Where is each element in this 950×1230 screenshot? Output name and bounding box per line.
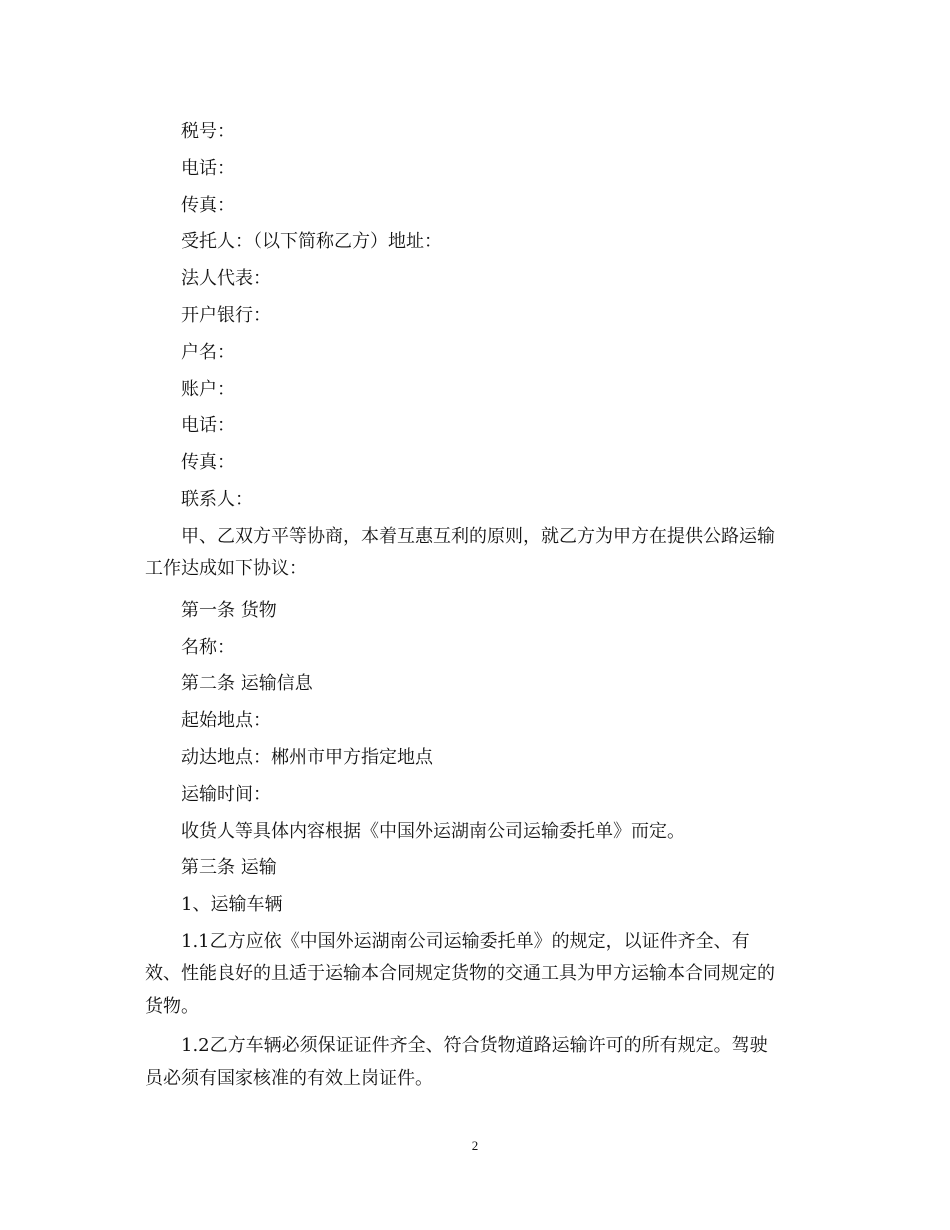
clause-1-1-line-2: 效、性能良好的且适于运输本合同规定货物的交通工具为甲方运输本合同规定的 (145, 963, 775, 985)
clause-1-1-line-3: 货物。 (145, 995, 199, 1017)
field-goods-name: 名称： (181, 636, 235, 658)
subsection-vehicles: 1、运输车辆 (181, 894, 283, 916)
clause-1-2 (145, 1030, 815, 1095)
clause-1-1 (145, 926, 815, 1024)
field-legal-representative: 法人代表： (181, 268, 271, 290)
article-3-heading: 第三条 运输 (181, 857, 277, 879)
field-account: 账户： (181, 378, 235, 400)
field-transport-time: 运输时间： (181, 783, 271, 805)
consignee-note: 收货人等具体内容根据《中国外运湖南公司运输委托单》而定。 (181, 820, 685, 842)
article-1-heading: 第一条 货物 (181, 599, 277, 621)
field-fax-2: 传真： (181, 452, 235, 474)
intro-line-2: 工作达成如下协议： (145, 558, 307, 580)
page-number: 2 (471, 1138, 479, 1153)
field-account-name: 户名： (181, 341, 235, 363)
field-tax-number: 税号： (181, 121, 235, 142)
field-phone: 电话： (181, 157, 235, 179)
document-body (145, 114, 815, 1102)
clause-1-2-line-1: 1.2乙方车辆必须保证证件齐全、符合货物道路运输许可的所有规定。驾驶 (181, 1035, 768, 1057)
field-destination: 动达地点：郴州市甲方指定地点 (181, 746, 433, 768)
clause-1-1-line-1: 1.1乙方应依《中国外运湖南公司运输委托单》的规定，以证件齐全、有 (181, 930, 750, 952)
field-bank: 开户银行： (181, 304, 271, 326)
field-phone-2: 电话： (181, 415, 235, 437)
article-2-heading: 第二条 运输信息 (181, 673, 313, 695)
field-fax: 传真： (181, 194, 235, 216)
intro-line-1: 甲、乙双方平等协商，本着互惠互利的原则，就乙方为甲方在提供公路运输 (181, 525, 775, 547)
field-trustee-address: 受托人：（以下简称乙方）地址： (181, 231, 442, 253)
intro-paragraph (145, 521, 815, 586)
clause-1-2-line-2: 员必须有国家核准的有效上岗证件。 (145, 1067, 433, 1089)
field-origin: 起始地点： (181, 710, 271, 732)
field-contact: 联系人： (181, 488, 253, 510)
